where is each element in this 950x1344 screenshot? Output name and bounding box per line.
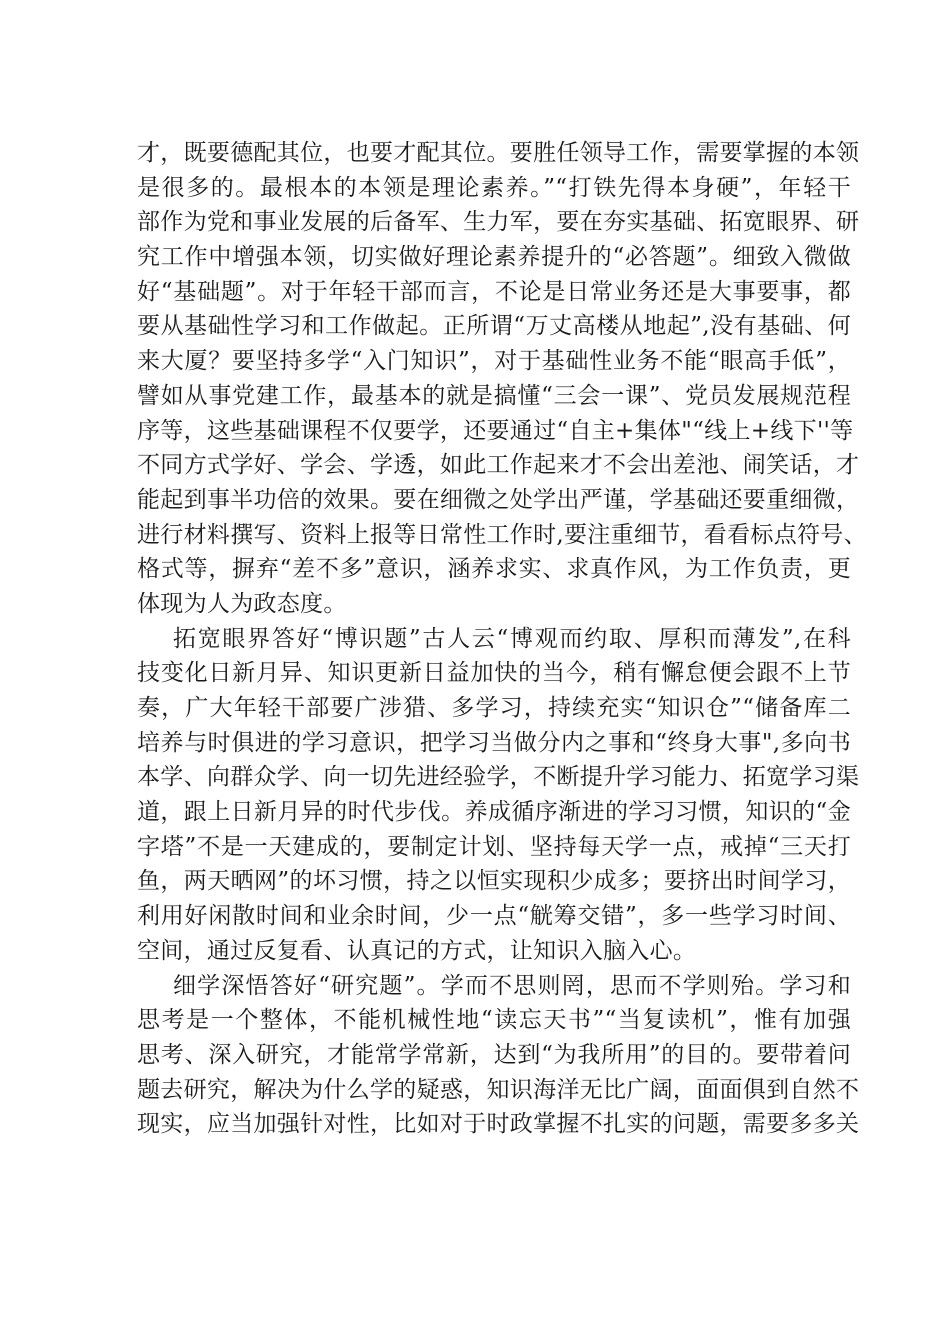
text-line: 空间，通过反复看、认真记的方式，让知识入脑入心。 bbox=[137, 937, 697, 964]
text-line: 来大厦？要坚持多学“入门知识”，对于基础性业务不能“眼高手低”， bbox=[137, 348, 851, 375]
paragraph-1 bbox=[137, 136, 867, 622]
text-line: 序等，这些基础课程不仅要学，还要通过“自主+集体"“线上+线下''等 bbox=[137, 417, 854, 444]
text-line: 进行材料撰写、资料上报等日常性工作时,要注重细节，看看标点符号、 bbox=[137, 521, 867, 548]
text-line: 奏，广大年轻干部要广涉猎、多学习，持续充实“知识仓”“储备库二 bbox=[137, 695, 851, 721]
text-line: 本学、向群众学、向一切先进经验学，不断提升学习能力、拓宽学习渠 bbox=[137, 764, 860, 791]
text-line: 道，跟上日新月异的时代步伐。养成循序渐进的学习习惯，知识的“金 bbox=[137, 799, 851, 826]
text-line: 培养与时俱进的学习意识，把学习当做分内之事和“终身大事",多向书 bbox=[137, 729, 851, 756]
text-line: 不同方式学好、学会、学透，如此工作起来才不会出差池、闹笑话，才 bbox=[137, 452, 860, 479]
text-line: 细学深悟答好“研究题”。学而不思则罔，思而不学则殆。学习和 bbox=[173, 972, 851, 999]
text-line: 利用好闲散时间和业余时间，少一点“觥筹交错”，多一些学习时间、 bbox=[137, 903, 851, 930]
text-line: 字塔”不是一天建成的，要制定计划、坚持每天学一点，戒掉“三天打 bbox=[137, 833, 851, 860]
text-line: 格式等，摒弃“差不多”意识，涵养求实、求真作风，为工作负责，更 bbox=[137, 556, 851, 583]
text-line: 鱼，两天晒网”的坏习惯，持之以恒实现积少成多；要挤出时间学习， bbox=[137, 868, 851, 895]
text-line: 好“基础题”。对于年轻干部而言，不论是日常业务还是大事要事，都 bbox=[137, 278, 851, 305]
text-line: 体现为人为政态度。 bbox=[137, 590, 347, 617]
text-line: 部作为党和事业发展的后备军、生力军，要在夯实基础、拓宽眼界、研 bbox=[137, 209, 860, 236]
paragraph-2 bbox=[137, 622, 860, 969]
text-line: 思考、深入研究，才能常学常新，达到“为我所用”的目的。要带着问 bbox=[137, 1041, 851, 1068]
text-line: 能起到事半功倍的效果。要在细微之处学出严谨，学基础还要重细微， bbox=[137, 486, 860, 513]
text-line: 技变化日新月异、知识更新日益加快的当今，稍有懈怠便会跟不上节 bbox=[137, 660, 851, 687]
text-line: 究工作中增强本领，切实做好理论素养提升的“必答题”。细致入微做 bbox=[137, 244, 851, 271]
text-line: 才，既要德配其位，也要才配其位。要胜任领导工作，需要掌握的本领 bbox=[137, 140, 860, 166]
text-line: 题去研究，解决为什么学的疑惑，知识海洋无比广阔，面面俱到自然不 bbox=[137, 1076, 860, 1103]
text-line: 思考是一个整体，不能机械性地“读忘天书”“当复读机”，惟有加强 bbox=[137, 1007, 851, 1034]
text-line: 譬如从事党建工作，最基本的就是搞懂“三会一课”、党员发展规范程 bbox=[137, 382, 851, 409]
text-line: 要从基础性学习和工作做起。正所谓“万丈高楼从地起”,没有基础、何 bbox=[137, 313, 851, 340]
text-line: 是很多的。最根本的本领是理论素养。”“打铁先得本身硬”，年轻干 bbox=[137, 174, 851, 201]
text-line: 现实，应当加强针对性，比如对于时政掌握不扎实的问题，需要多多关 bbox=[137, 1111, 860, 1138]
document-body bbox=[137, 136, 867, 1142]
paragraph-3 bbox=[137, 969, 860, 1142]
text-line: 拓宽眼界答好“博识题”古人云“博观而约取、厚积而薄发”,在科 bbox=[173, 625, 851, 652]
